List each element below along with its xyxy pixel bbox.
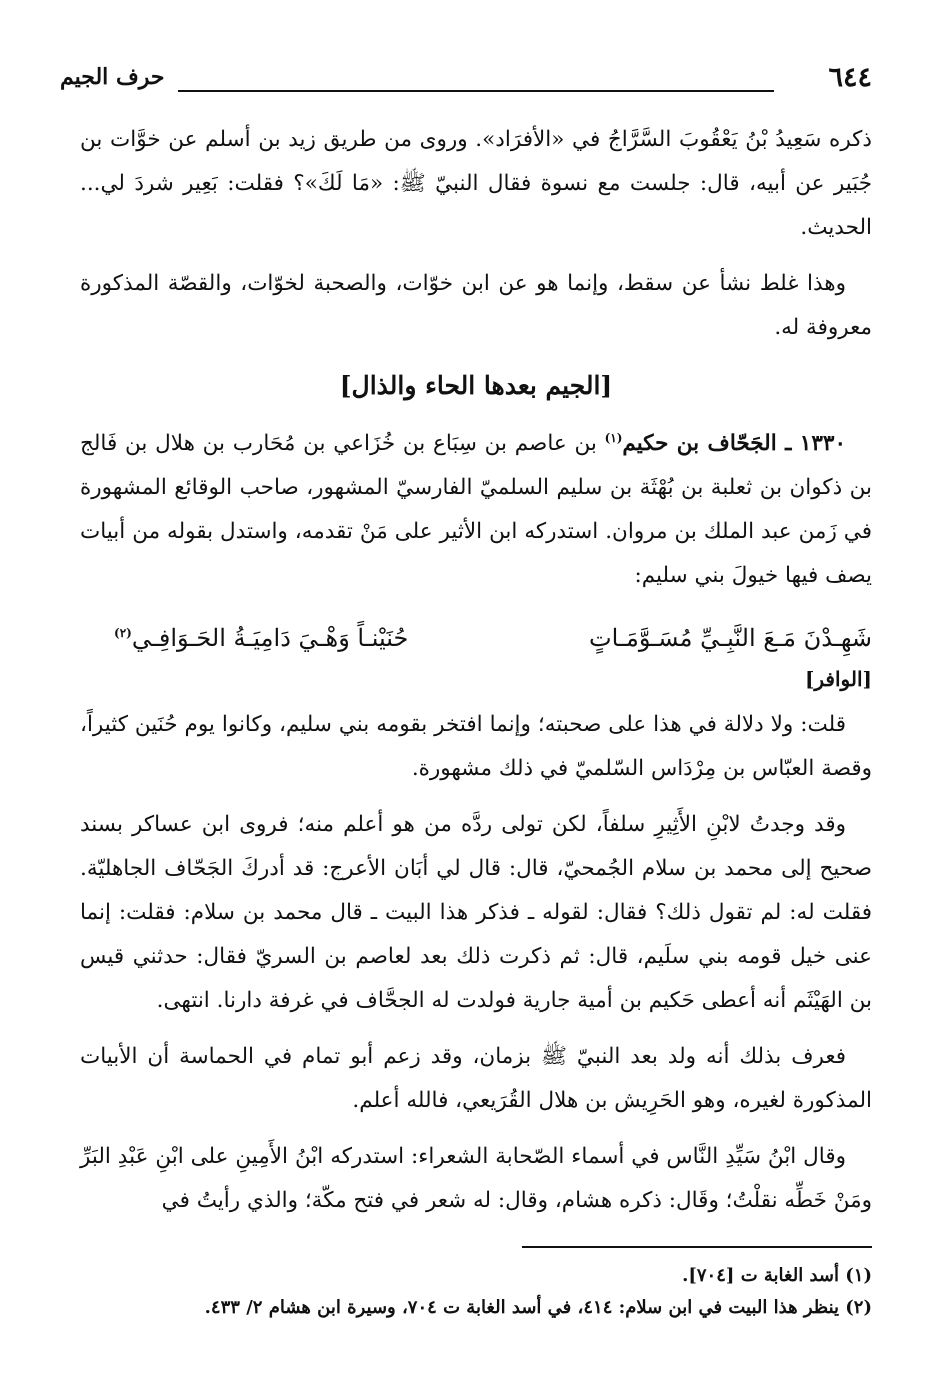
page-header — [60, 62, 872, 98]
main-text — [80, 118, 872, 1235]
paragraph: وقال ابْنُ سَيِّدِ النَّاس في أسماء الصّحابة الشعراء: استدركه ابْنُ الأَمِينِ على ابْنِ عَبْدِ البَرِّ ومَنْ خَطِّه نقلْتُ؛ وقَال: ذكره هشام، وقال: له شعر في فتح مكّة؛ والذي رأيتُ في — [80, 1144, 872, 1214]
verse-hemistich-2-wrap — [114, 610, 408, 661]
footnotes — [120, 1260, 872, 1324]
header-rule — [178, 90, 774, 92]
paragraph: ذكره سَعِيدُ بْنُ يَعْقُوبَ السَّرَّاجُ في «الأفرَاد». وروى من طريق زيد بن أسلم عن خوَّات بن جُبَير عن أبيه، قال: جلست مع نسوة فقال النبيّ ﷺ: «مَا لَكَ»؟ فقلت: بَعِير شردَ لي... الحديث. — [80, 127, 872, 240]
entry-text: بن عاصم بن سِبَاع بن خُزَاعي بن مُحَارب بن هلال بن فَالج بن ذكوان بن ثعلبة بن بُهْثَة بن سليم السلميّ الفارسيّ المشهور، صاحب الوقائع المشهورة في زَمن عبد الملك بن مروان. استدركه ابن الأثير على مَنْ تقدمه، واستدل بقوله من أبيات يصف فيها خيولَ بني سليم: — [80, 431, 872, 589]
footnote: (١) أسد الغابة ت [٧٠٤]. — [682, 1265, 872, 1286]
verse-hemistich-1: شَهِـدْنَ مَـعَ النَّبِـيِّ مُسَـوَّمَـاتٍ — [589, 624, 872, 653]
footnote: (٢) ينظر هذا البيت في ابن سلام: ٤١٤، في أسد الغابة ت ٧٠٤، وسيرة ابن هشام ٢/ ٤٣٣. — [204, 1297, 872, 1318]
paragraph: وهذا غلط نشأ عن سقط، وإنما هو عن ابن خوّات، والصحبة لخوّات، والقصّة المذكورة معروفة له. — [80, 271, 872, 340]
paragraph: فعرف بذلك أنه ولد بعد النبيّ ﷺ بزمان، وقد زعم أبو تمام في الحماسة أن الأبيات المذكورة لغيره، وهو الحَرِيش بن هلال القُرَيعي، فالله أعلم. — [80, 1044, 872, 1114]
section-heading: [الجيم بعدها الحاء والذال] — [339, 371, 613, 400]
poetry-verse — [80, 610, 872, 661]
entry-paragraph — [80, 416, 872, 598]
footnote-marker: (١) — [604, 431, 623, 445]
paragraph: وقد وجدتُ لابْنِ الأَثِيرِ سلفاً، لكن تولى ردَّه من هو أعلم منه؛ فروى ابن عساكر بسند صحيح إلى محمد بن سلام الجُمحيّ، قال: قال لي أبَان الأعرج: قد أدركَ الجَحّاف الجاهليّة. فقلت له: لم تقول ذلك؟ فقال: لقوله ـ فذكر هذا البيت ـ قال محمد بن سلام: فقلت: إنما عنى خيل قومه بني سلَيم، قال: ثم ذكرت ذلك بعد لعاصم بن السريّ فقال: حدثني قيس بن الهَيْثَم أنه أعطى حَكيم بن أمية جارية فولدت له الجحَّاف في غرفة دارنا. انتهى. — [80, 812, 873, 1014]
verse-hemistich-2: حُنَيْنـاً وَهْـيَ دَامِيَـةُ الحَـوَافِـي — [131, 624, 409, 653]
running-head: حرف الجيم — [60, 64, 165, 90]
paragraph: قلت: ولا دلالة في هذا على صحبته؛ وإنما افتخر بقومه بني سليم، وكانوا يوم حُنَين كثيراً، وقصة العبّاس بن مِرْدَاس السّلميّ في ذلك مشهورة. — [80, 712, 872, 782]
footnote-marker: (٢) — [114, 626, 132, 641]
footnote-rule — [522, 1246, 872, 1248]
page-number: ٦٤٤ — [828, 62, 872, 93]
verse-meter: [الوافر] — [804, 667, 872, 692]
entry-label: ١٣٣٠ ـ الجَحّاف بن حكيم — [622, 431, 846, 457]
